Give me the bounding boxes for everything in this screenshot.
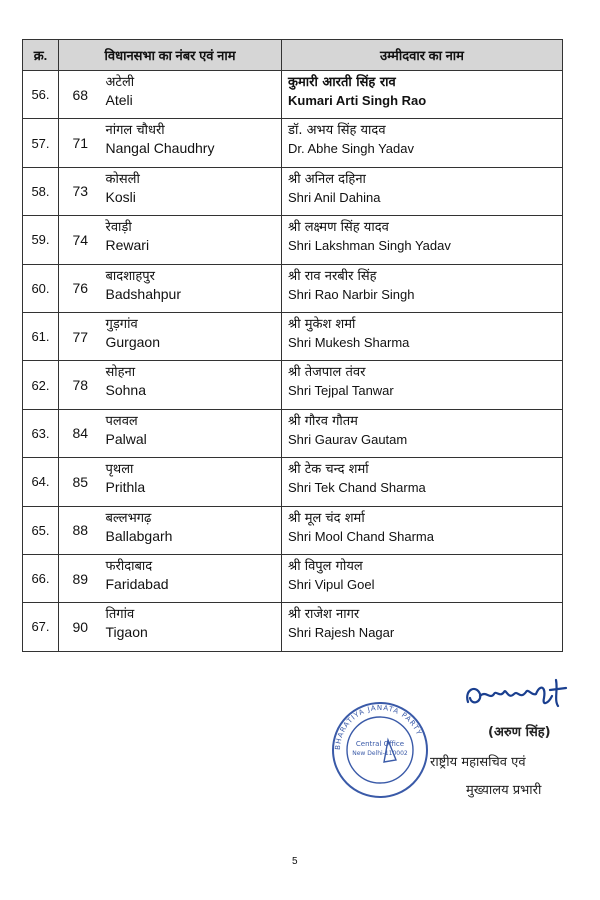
- serial-number: 61.: [23, 312, 59, 360]
- candidate-name-hindi: डॉ. अभय सिंह यादव: [288, 123, 386, 139]
- candidate-name-english: Shri Rao Narbir Singh: [288, 286, 415, 302]
- candidate-name-hindi: कुमारी आरती सिंह राव: [288, 75, 396, 90]
- constituency-name-english: Ateli: [105, 92, 133, 108]
- candidate-cell: [282, 458, 563, 506]
- serial-number: 56.: [23, 71, 59, 119]
- constituency-name-english: Ballabgarh: [105, 527, 173, 544]
- constituency-name-hindi: नांगल चौधरी: [105, 123, 165, 139]
- candidate-name-english: Shri Tejpal Tanwar: [288, 383, 394, 399]
- constituency-name-hindi: फरीदाबाद: [105, 558, 153, 574]
- constituency-name-english: Tigaon: [105, 624, 148, 641]
- table-row: [23, 216, 563, 264]
- constituency-cell: [102, 603, 282, 651]
- candidate-cell: [282, 506, 563, 554]
- candidate-cell: [282, 554, 563, 602]
- candidate-name-hindi: श्री टेक चन्द शर्मा: [288, 462, 369, 478]
- candidate-name-hindi: श्री विपुल गोयल: [288, 558, 363, 574]
- constituency-number: 77: [59, 312, 102, 360]
- candidate-cell: [282, 409, 563, 457]
- table-row: [23, 554, 563, 602]
- constituency-name-english: Sohna: [105, 382, 146, 399]
- constituency-name-english: Badshahpur: [105, 285, 182, 302]
- constituency-cell: [102, 216, 282, 264]
- constituency-cell: [102, 506, 282, 554]
- constituency-number: 71: [59, 119, 102, 167]
- constituency-name-english: Gurgaon: [105, 333, 160, 350]
- constituency-number: 78: [59, 361, 102, 409]
- candidate-name-hindi: श्री गौरव गौतम: [288, 413, 358, 429]
- serial-number: 58.: [23, 167, 59, 215]
- party-seal: [330, 700, 430, 800]
- constituency-number: 73: [59, 167, 102, 215]
- constituency-cell: [102, 409, 282, 457]
- candidate-name-english: Shri Mukesh Sharma: [288, 334, 410, 350]
- signatory-title-line1: राष्ट्रीय महासचिव एवं: [430, 755, 526, 770]
- candidate-cell: [282, 216, 563, 264]
- candidate-cell: [282, 603, 563, 651]
- table-row: [23, 361, 563, 409]
- constituency-name-english: Nangal Chaudhry: [105, 140, 215, 157]
- candidate-table: [22, 39, 563, 652]
- candidate-name-hindi: श्री अनिल दहिना: [288, 171, 366, 187]
- candidate-name-english: Shri Lakshman Singh Yadav: [288, 238, 451, 254]
- table-row: [23, 603, 563, 651]
- candidate-name-hindi: श्री मुकेश शर्मा: [288, 316, 356, 332]
- seal-outer-text: BHARATIYA JANATA PARTY: [333, 703, 424, 751]
- table-row: [23, 409, 563, 457]
- candidate-cell: [282, 264, 563, 312]
- constituency-number: 68: [59, 71, 102, 119]
- table-header-row: [23, 40, 563, 71]
- constituency-name-hindi: बादशाहपुर: [105, 268, 156, 284]
- table-row: [23, 167, 563, 215]
- candidate-name-english: Shri Gaurav Gautam: [288, 431, 408, 447]
- table-row: [23, 71, 563, 119]
- signatory-title-line2: मुख्यालय प्रभारी: [466, 783, 542, 798]
- candidate-cell: [282, 71, 563, 119]
- constituency-name-hindi: तिगांव: [105, 607, 135, 623]
- constituency-cell: [102, 167, 282, 215]
- signatory-name: (अरुण सिंह): [488, 725, 551, 740]
- table-row: [23, 312, 563, 360]
- constituency-number: 76: [59, 264, 102, 312]
- candidate-name-english: Kumari Arti Singh Rao: [288, 93, 427, 108]
- header-constituency: विधानसभा का नंबर एवं नाम: [59, 40, 282, 71]
- constituency-name-english: Prithla: [105, 479, 146, 496]
- serial-number: 66.: [23, 554, 59, 602]
- candidate-name-hindi: श्री तेजपाल तंवर: [288, 365, 366, 381]
- serial-number: 57.: [23, 119, 59, 167]
- candidate-name-english: Shri Anil Dahina: [288, 189, 381, 205]
- candidate-name-hindi: श्री राजेश नागर: [288, 607, 360, 623]
- candidate-name-hindi: श्री राव नरबीर सिंह: [288, 268, 377, 284]
- candidate-name-english: Dr. Abhe Singh Yadav: [288, 141, 415, 157]
- constituency-cell: [102, 264, 282, 312]
- serial-number: 59.: [23, 216, 59, 264]
- constituency-number: 89: [59, 554, 102, 602]
- candidate-cell: [282, 119, 563, 167]
- serial-number: 65.: [23, 506, 59, 554]
- candidate-name-english: Shri Vipul Goel: [288, 576, 375, 592]
- constituency-number: 84: [59, 409, 102, 457]
- page-number: 5: [292, 856, 298, 867]
- candidate-cell: [282, 312, 563, 360]
- constituency-number: 74: [59, 216, 102, 264]
- constituency-name-english: Rewari: [105, 237, 150, 254]
- seal-inner-line2: New Delhi-110002: [352, 750, 408, 757]
- constituency-name-hindi: गुड़गांव: [105, 316, 138, 332]
- serial-number: 62.: [23, 361, 59, 409]
- constituency-name-hindi: बल्लभगढ़: [105, 510, 152, 526]
- candidate-name-hindi: श्री लक्ष्मण सिंह यादव: [288, 220, 389, 236]
- serial-number: 64.: [23, 458, 59, 506]
- serial-number: 63.: [23, 409, 59, 457]
- constituency-name-hindi: रेवाड़ी: [105, 220, 132, 236]
- constituency-cell: [102, 119, 282, 167]
- constituency-name-english: Faridabad: [105, 575, 169, 592]
- constituency-name-hindi: सोहना: [105, 365, 136, 381]
- constituency-name-hindi: कोसली: [105, 171, 140, 187]
- constituency-cell: [102, 458, 282, 506]
- serial-number: 60.: [23, 264, 59, 312]
- constituency-name-hindi: पलवल: [105, 413, 138, 429]
- table-row: [23, 458, 563, 506]
- candidate-name-hindi: श्री मूल चंद शर्मा: [288, 510, 365, 526]
- constituency-cell: [102, 71, 282, 119]
- table-row: [23, 264, 563, 312]
- constituency-number: 88: [59, 506, 102, 554]
- constituency-name-english: Palwal: [105, 430, 147, 447]
- candidate-name-english: Shri Tek Chand Sharma: [288, 480, 426, 496]
- seal-inner-line1: Central Office: [355, 740, 405, 748]
- constituency-name-english: Kosli: [105, 188, 136, 205]
- constituency-number: 90: [59, 603, 102, 651]
- candidate-cell: [282, 167, 563, 215]
- constituency-cell: [102, 554, 282, 602]
- signature-image: [462, 672, 572, 720]
- candidate-cell: [282, 361, 563, 409]
- serial-number: 67.: [23, 603, 59, 651]
- header-serial: क्र.: [23, 40, 59, 71]
- table-row: [23, 119, 563, 167]
- table-row: [23, 506, 563, 554]
- candidate-name-english: Shri Rajesh Nagar: [288, 625, 395, 641]
- candidate-name-english: Shri Mool Chand Sharma: [288, 528, 434, 544]
- constituency-cell: [102, 361, 282, 409]
- constituency-name-hindi: पृथला: [105, 462, 134, 478]
- constituency-number: 85: [59, 458, 102, 506]
- header-candidate: उम्मीदवार का नाम: [282, 40, 563, 71]
- constituency-name-hindi: अटेली: [105, 75, 135, 90]
- constituency-cell: [102, 312, 282, 360]
